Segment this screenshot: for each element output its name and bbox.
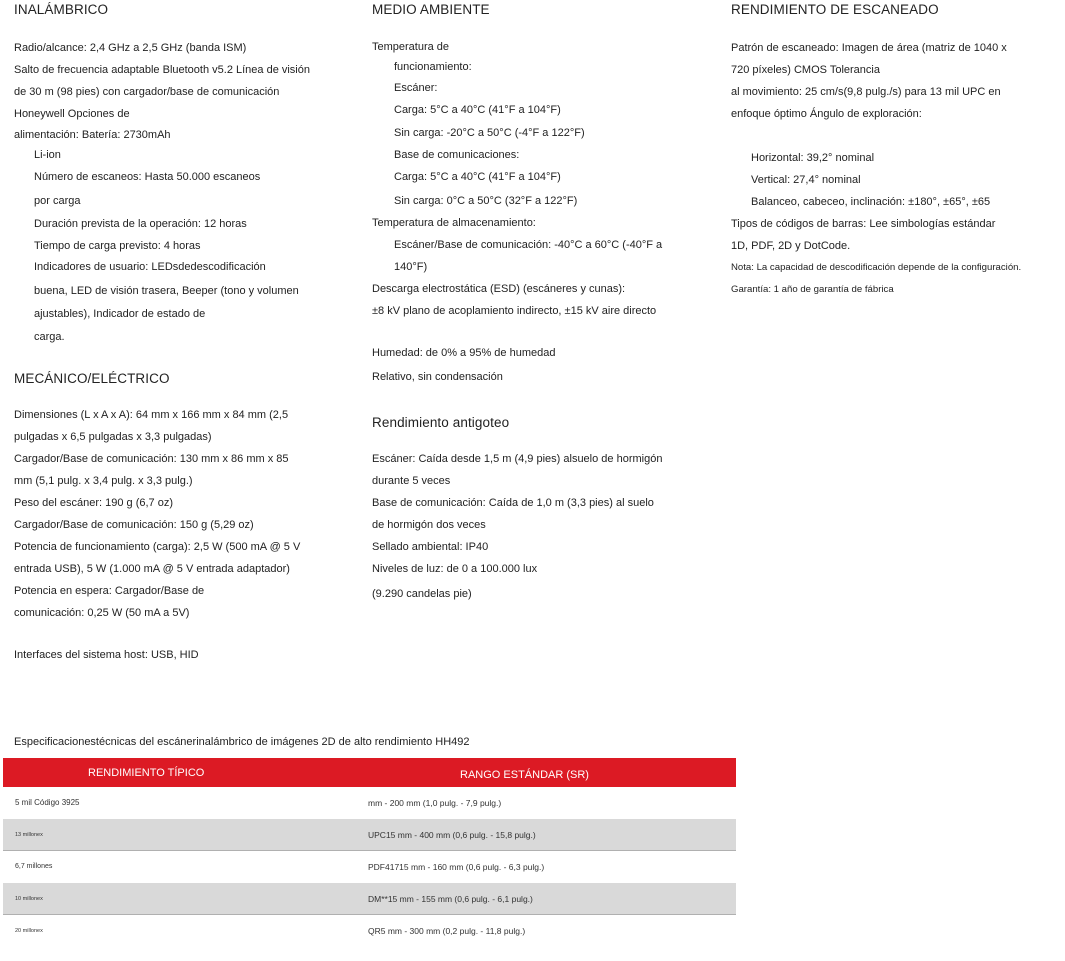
- spec-line: Radio/alcance: 2,4 GHz a 2,5 GHz (banda ISM): [14, 42, 247, 54]
- spec-line: Honeywell Opciones de: [14, 108, 130, 120]
- table-header-row: [3, 758, 736, 787]
- table-cell: 13 millonex: [3, 819, 368, 851]
- wireless-heading: INALÁMBRICO: [14, 2, 109, 17]
- spec-line: Indicadores de usuario: LEDsdedescodificación: [34, 261, 266, 273]
- spec-line: por carga: [34, 195, 81, 207]
- drop-specs: [372, 448, 662, 608]
- spec-line: Vertical: 27,4° nominal: [751, 174, 861, 186]
- spec-line: Sin carga: 0°C a 50°C (32°F a 122°F): [394, 195, 578, 207]
- drop-heading: Rendimiento antigoteo: [372, 415, 510, 430]
- spec-line: Base de comunicaciones:: [394, 149, 520, 161]
- table-cell: 6,7 millones: [3, 851, 368, 883]
- spec-line: Potencia en espera: Cargador/Base de: [14, 585, 205, 597]
- spec-line: ±8 kV plano de acoplamiento indirecto, ±15 kV aire directo: [372, 305, 657, 317]
- spec-line: Temperatura de: [372, 41, 450, 53]
- spec-line: Escáner: Caída desde 1,5 m (4,9 pies) alsuelo de hormigón: [372, 453, 663, 465]
- spec-line: Dimensiones (L x A x A): 64 mm x 166 mm x 84 mm (2,5: [14, 409, 289, 421]
- spec-line: Nota: La capacidad de descodificación depende de la configuración.: [731, 262, 1022, 273]
- spec-line: Número de escaneos: Hasta 50.000 escaneos: [34, 171, 261, 183]
- mechanical-heading: MECÁNICO/ELÉCTRICO: [14, 371, 170, 386]
- spec-line: enfoque óptimo Ángulo de exploración:: [731, 108, 922, 120]
- table-row: [3, 915, 736, 947]
- table-row: [3, 883, 736, 915]
- mechanical-specs: [14, 404, 300, 666]
- spec-line: Escáner:: [394, 82, 438, 94]
- spec-line: Temperatura de almacenamiento:: [372, 217, 536, 229]
- spec-line: (9.290 candelas pie): [372, 588, 472, 600]
- spec-line: 140°F): [394, 261, 428, 273]
- spec-line: al movimiento: 25 cm/s(9,8 pulg./s) para 13 mil UPC en: [731, 86, 1001, 98]
- spec-line: Cargador/Base de comunicación: 130 mm x 86 mm x 85: [14, 453, 289, 465]
- spec-line: Carga: 5°C a 40°C (41°F a 104°F): [394, 171, 561, 183]
- spec-line: Base de comunicación: Caída de 1,0 m (3,3 pies) al suelo: [372, 497, 654, 509]
- spec-line: pulgadas x 6,5 pulgadas x 3,3 pulgadas): [14, 431, 212, 443]
- table-cell: PDF41715 mm - 160 mm (0,6 pulg. - 6,3 pulg.): [368, 851, 736, 883]
- spec-line: Descarga electrostática (ESD) (escáneres y cunas):: [372, 283, 626, 295]
- spec-line: Peso del escáner: 190 g (6,7 oz): [14, 497, 173, 509]
- scan-heading: RENDIMIENTO DE ESCANEADO: [731, 2, 939, 17]
- table-cell: 10 millonex: [3, 883, 368, 915]
- column-header: RANGO ESTÁNDAR (SR): [368, 758, 736, 787]
- spec-line: Tiempo de carga previsto: 4 horas: [34, 240, 201, 252]
- spec-line: de hormigón dos veces: [372, 519, 486, 531]
- spec-line: carga.: [34, 331, 65, 343]
- spec-line: Patrón de escaneado: Imagen de área (matriz de 1040 x: [731, 42, 1007, 54]
- spec-line: Garantía: 1 año de garantía de fábrica: [731, 284, 894, 295]
- spec-line: Salto de frecuencia adaptable Bluetooth v5.2 Línea de visión: [14, 64, 310, 76]
- wireless-specs: [14, 37, 310, 350]
- spec-line: Balanceo, cabeceo, inclinación: ±180°, ±65°, ±65: [751, 196, 991, 208]
- spec-line: Interfaces del sistema host: USB, HID: [14, 649, 199, 661]
- spec-line: Cargador/Base de comunicación: 150 g (5,29 oz): [14, 519, 254, 531]
- table-row: [3, 819, 736, 851]
- spec-line: Sin carga: -20°C a 50°C (-4°F a 122°F): [394, 127, 585, 139]
- table-row: [3, 787, 736, 819]
- spec-line: Escáner/Base de comunicación: -40°C a 60°C (-40°F a: [394, 239, 663, 251]
- table-cell: 5 mil Código 3925: [3, 787, 368, 819]
- spec-line: funcionamiento:: [394, 61, 472, 73]
- column-header: RENDIMIENTO TÍPICO: [3, 758, 368, 787]
- spec-line: entrada USB), 5 W (1.000 mA @ 5 V entrada adaptador): [14, 563, 290, 575]
- environment-heading: MEDIO AMBIENTE: [372, 2, 490, 17]
- spec-line: Potencia de funcionamiento (carga): 2,5 W (500 mA @ 5 V: [14, 541, 301, 553]
- table-cell: mm - 200 mm (1,0 pulg. - 7,9 pulg.): [368, 787, 736, 819]
- spec-line: Carga: 5°C a 40°C (41°F a 104°F): [394, 104, 561, 116]
- spec-table: [3, 758, 736, 947]
- spec-line: 1D, PDF, 2D y DotCode.: [731, 240, 851, 252]
- spec-line: Duración prevista de la operación: 12 horas: [34, 218, 247, 230]
- spec-line: Humedad: de 0% a 95% de humedad: [372, 347, 556, 359]
- table-cell: 20 millonex: [3, 915, 368, 947]
- table-caption: Especificacionestécnicas del escánerinalámbrico de imágenes 2D de alto rendimiento HH492: [14, 736, 470, 748]
- scan-specs: [731, 37, 1021, 301]
- spec-line: alimentación: Batería: 2730mAh: [14, 129, 171, 141]
- spec-line: 720 píxeles) CMOS Tolerancia: [731, 64, 880, 76]
- table-row: [3, 851, 736, 883]
- spec-line: Niveles de luz: de 0 a 100.000 lux: [372, 563, 538, 575]
- table-cell: DM**15 mm - 155 mm (0,6 pulg. - 6,1 pulg.): [368, 883, 736, 915]
- spec-line: durante 5 veces: [372, 475, 451, 487]
- spec-line: Horizontal: 39,2° nominal: [751, 152, 875, 164]
- spec-line: Tipos de códigos de barras: Lee simbologías estándar: [731, 218, 996, 230]
- spec-line: de 30 m (98 pies) con cargador/base de comunicación: [14, 86, 280, 98]
- table-cell: QR5 mm - 300 mm (0,2 pulg. - 11,8 pulg.): [368, 915, 736, 947]
- spec-line: ajustables), Indicador de estado de: [34, 308, 206, 320]
- table-cell: UPC15 mm - 400 mm (0,6 pulg. - 15,8 pulg.): [368, 819, 736, 851]
- spec-line: mm (5,1 pulg. x 3,4 pulg. x 3,3 pulg.): [14, 475, 193, 487]
- spec-line: Relativo, sin condensación: [372, 371, 503, 383]
- spec-line: Li-ion: [34, 149, 61, 161]
- environment-specs: [372, 37, 662, 390]
- spec-line: Sellado ambiental: IP40: [372, 541, 489, 553]
- spec-line: comunicación: 0,25 W (50 mA a 5V): [14, 607, 190, 619]
- spec-line: buena, LED de visión trasera, Beeper (tono y volumen: [34, 285, 299, 297]
